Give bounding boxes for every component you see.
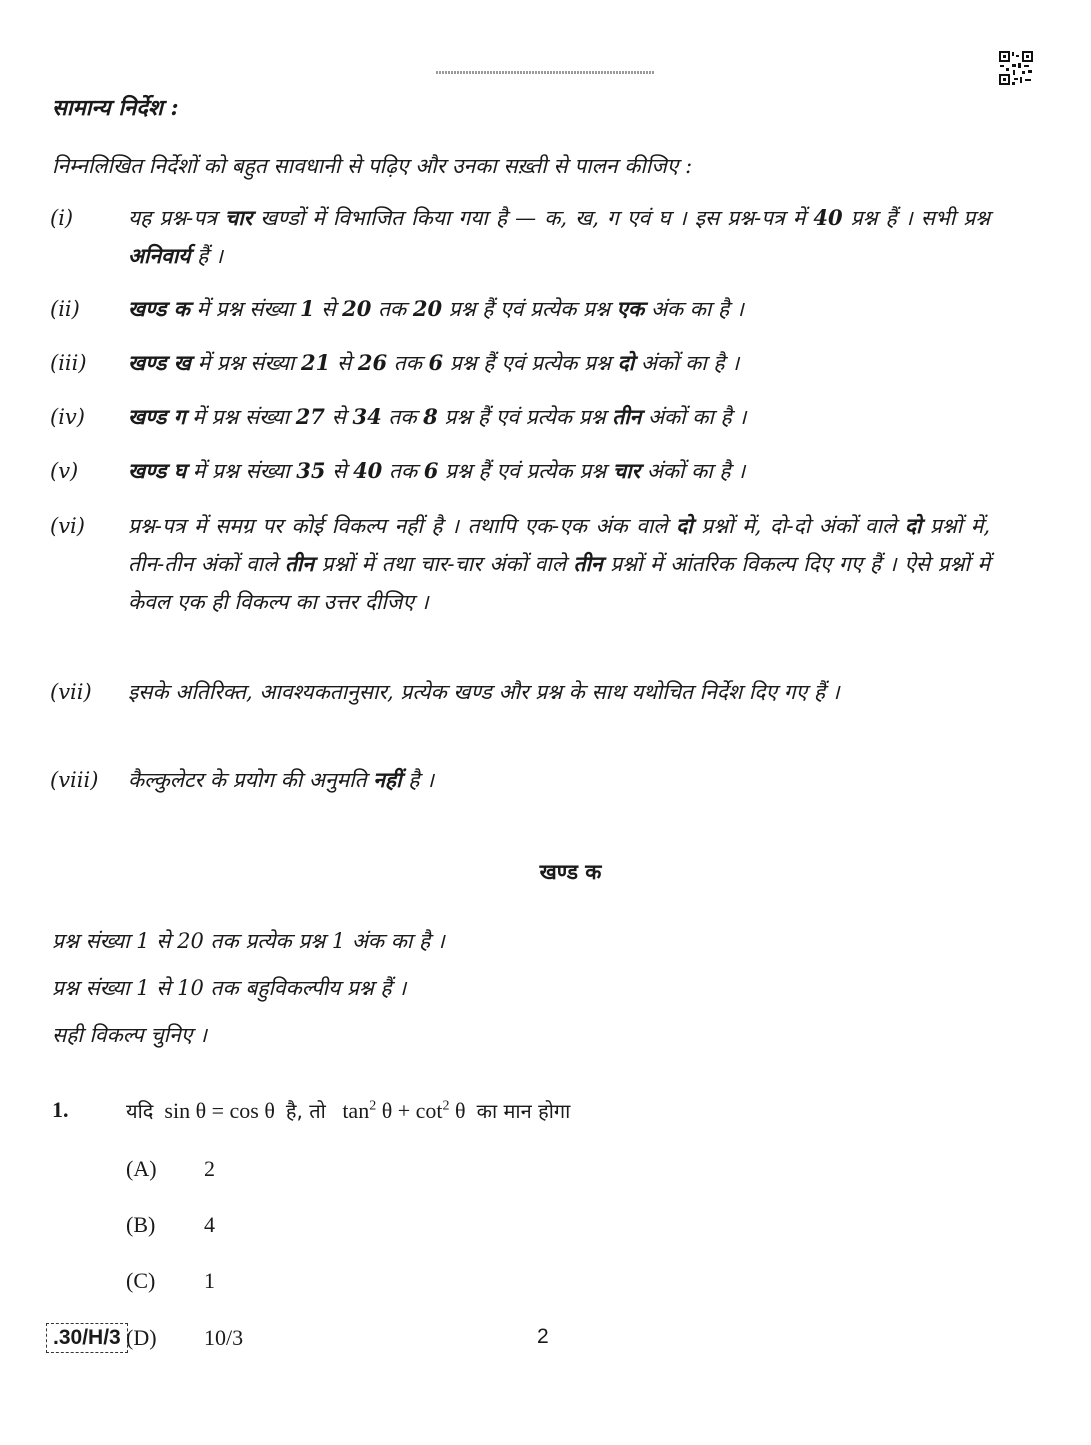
section-title: खण्ड क [539, 859, 602, 884]
instruction-text: खण्ड ग में प्रश्न संख्या 27 से 34 तक 8 प्रश्न हैं एवं प्रत्येक प्रश्न तीन अंकों का है । [128, 404, 747, 429]
instruction-text: खण्ड घ में प्रश्न संख्या 35 से 40 तक 6 प्रश्न हैं एवं प्रत्येक प्रश्न चार अंकों का है । [128, 458, 746, 483]
section-instruction-line: प्रश्न संख्या 1 से 10 तक बहुविकल्पीय प्रश्न हैं । [52, 976, 407, 1000]
instruction-item [50, 199, 990, 275]
instruction-number: (i) [50, 206, 74, 230]
question-text: यदि sin θ = cos θ है, तो $\tan^2 \theta + \cot^2 \theta$ का मान होगा [126, 1098, 571, 1123]
question-number: 1. [52, 1097, 69, 1122]
answer-option-c: (C) 1 [126, 1268, 215, 1293]
page-number: 2 [537, 1325, 549, 1348]
section-instruction-line: सही विकल्प चुनिए । [52, 1023, 207, 1047]
answer-option-a: (A) 2 [126, 1156, 215, 1181]
instruction-item [50, 673, 990, 711]
instruction-number: (ii) [50, 297, 80, 321]
instruction-number: (iv) [50, 405, 85, 429]
instruction-number: (iii) [50, 351, 87, 375]
instruction-item [50, 290, 990, 328]
section-instruction-line: प्रश्न संख्या 1 से 20 तक प्रत्येक प्रश्न 1 अंक का है । [52, 929, 445, 953]
instruction-item [50, 452, 990, 490]
instruction-item [50, 507, 990, 621]
instruction-item [50, 761, 990, 799]
instruction-text: कैल्कुलेटर के प्रयोग की अनुमति नहीं है । [128, 767, 434, 792]
answer-option-d: (D) 10/3 [126, 1325, 244, 1350]
instruction-text: प्रश्न-पत्र में समग्र पर कोई विकल्प नहीं है । तथापि एक-एक अंक वाले दो प्रश्नों में, दो-दो अंकों वाले दो प्रश्नों में, तीन-तीन अंकों वाले तीन प्रश्नों में तथा चार-चार अंकों वाले तीन प्रश्नों में आंतरिक विकल्प दिए गए हैं । ऐसे प्रश्नों में केवल एक ही विकल्प का उत्तर दीजिए । [128, 513, 991, 614]
instruction-item [50, 398, 990, 436]
instruction-number: (vii) [50, 680, 92, 704]
instruction-number: (viii) [50, 768, 99, 792]
general-instructions-heading: सामान्य निर्देश : [52, 95, 179, 121]
instruction-text: इसके अतिरिक्त, आवश्यकतानुसार, प्रत्येक खण्ड और प्रश्न के साथ यथोचित निर्देश दिए गए हैं । [128, 680, 840, 704]
instruction-text: खण्ड ख में प्रश्न संख्या 21 से 26 तक 6 प्रश्न हैं एवं प्रत्येक प्रश्न दो अंकों का है । [128, 350, 740, 375]
security-microline [436, 71, 654, 74]
instructions-intro: निम्नलिखित निर्देशों को बहुत सावधानी से पढ़िए और उनका सख़्ती से पालन कीजिए : [52, 154, 693, 178]
instruction-item [50, 344, 990, 382]
instruction-text: खण्ड क में प्रश्न संख्या 1 से 20 तक 20 प्रश्न हैं एवं प्रत्येक प्रश्न एक अंक का है । [128, 296, 744, 321]
instruction-text: यह प्रश्न-पत्र चार खण्डों में विभाजित किया गया है — क, ख, ग एवं घ । इस प्रश्न-पत्र में 40 प्रश्न हैं । सभी प्रश्न अनिवार्य हैं । [128, 205, 990, 268]
qr-code-icon [998, 50, 1034, 86]
answer-option-b: (B) 4 [126, 1212, 215, 1237]
paper-code: .30/H/3 [46, 1323, 128, 1353]
instruction-number: (v) [50, 459, 79, 483]
question-1 [52, 1097, 571, 1123]
instruction-number: (vi) [50, 514, 85, 538]
